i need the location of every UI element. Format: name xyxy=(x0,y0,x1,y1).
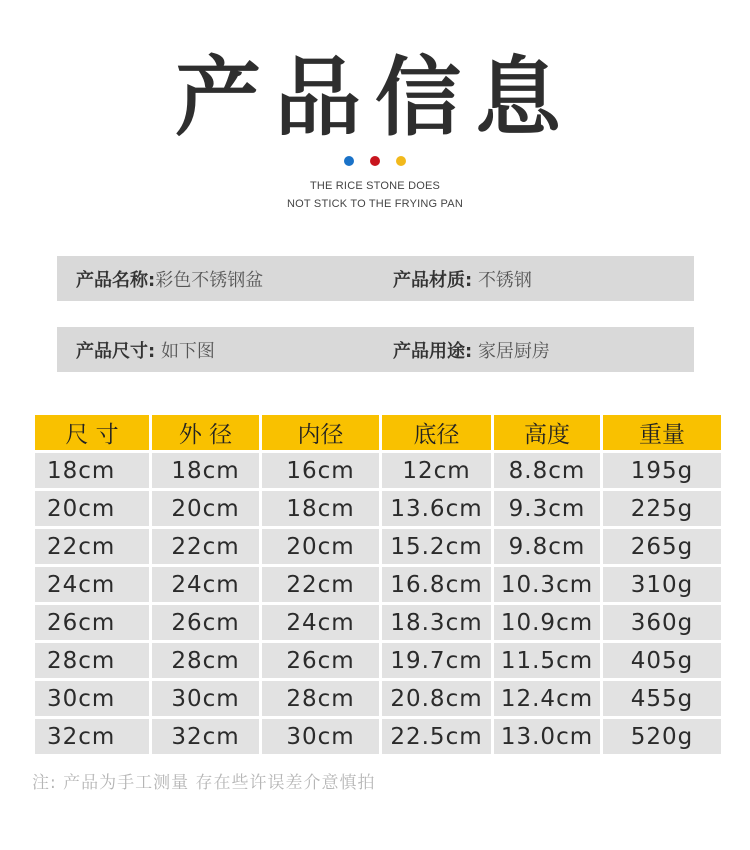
table-row xyxy=(35,643,721,678)
product-material xyxy=(393,266,532,292)
table-row xyxy=(35,491,721,526)
table-cell: 32cm xyxy=(152,719,259,754)
table-cell: 8.8cm xyxy=(494,453,600,488)
table-cell: 28cm xyxy=(35,643,149,678)
table-cell: 18cm xyxy=(35,453,149,488)
table-cell: 310g xyxy=(603,567,721,602)
table-cell: 26cm xyxy=(152,605,259,640)
table-cell: 16cm xyxy=(262,453,379,488)
table-cell: 225g xyxy=(603,491,721,526)
table-cell: 20cm xyxy=(35,491,149,526)
table-row xyxy=(35,681,721,716)
table-cell: 195g xyxy=(603,453,721,488)
table-cell: 26cm xyxy=(262,643,379,678)
product-material-value: 不锈钢 xyxy=(477,269,532,291)
table-cell: 16.8cm xyxy=(382,567,491,602)
info-bar-1 xyxy=(57,256,694,301)
table-cell: 265g xyxy=(603,529,721,564)
product-size xyxy=(76,337,215,363)
table-cell: 15.2cm xyxy=(382,529,491,564)
table-cell: 455g xyxy=(603,681,721,716)
table-cell: 26cm xyxy=(35,605,149,640)
table-cell: 32cm xyxy=(35,719,149,754)
subtitle-line-2: NOT STICK TO THE FRYING PAN xyxy=(287,198,463,210)
header-size: 尺 寸 xyxy=(35,415,149,450)
measurement-note: 注: 产品为手工测量 存在些许误差介意慎拍 xyxy=(32,773,376,793)
table-cell: 24cm xyxy=(35,567,149,602)
table-row xyxy=(35,529,721,564)
header-inner-diameter: 内径 xyxy=(262,415,379,450)
table-cell: 9.3cm xyxy=(494,491,600,526)
product-name-value: 彩色不锈钢盆 xyxy=(155,269,264,291)
table-cell: 20cm xyxy=(152,491,259,526)
table-cell: 19.7cm xyxy=(382,643,491,678)
table-cell: 9.8cm xyxy=(494,529,600,564)
header-weight: 重量 xyxy=(603,415,721,450)
header-bottom-diameter: 底径 xyxy=(382,415,491,450)
product-size-value: 如下图 xyxy=(160,340,215,362)
table-cell: 24cm xyxy=(152,567,259,602)
product-name-label: 产品名称: xyxy=(76,269,156,291)
spec-table xyxy=(32,412,724,757)
table-cell: 10.9cm xyxy=(494,605,600,640)
table-cell: 28cm xyxy=(152,643,259,678)
product-usage xyxy=(393,337,550,363)
table-cell: 22cm xyxy=(35,529,149,564)
table-cell: 18cm xyxy=(152,453,259,488)
table-cell: 30cm xyxy=(262,719,379,754)
table-cell: 13.6cm xyxy=(382,491,491,526)
table-cell: 10.3cm xyxy=(494,567,600,602)
table-cell: 28cm xyxy=(262,681,379,716)
subtitle-line-1: THE RICE STONE DOES xyxy=(309,180,441,192)
product-size-label: 产品尺寸: xyxy=(76,340,156,362)
table-cell: 22cm xyxy=(152,529,259,564)
table-cell: 405g xyxy=(603,643,721,678)
table-row xyxy=(35,719,721,754)
header-height: 高度 xyxy=(494,415,600,450)
info-bar-2 xyxy=(57,327,694,372)
product-material-label: 产品材质: xyxy=(393,269,473,291)
table-cell: 360g xyxy=(603,605,721,640)
table-row xyxy=(35,453,721,488)
table-cell: 24cm xyxy=(262,605,379,640)
product-name xyxy=(76,266,263,292)
table-cell: 18.3cm xyxy=(382,605,491,640)
blue-dot xyxy=(344,156,354,166)
table-cell: 13.0cm xyxy=(494,719,600,754)
header-outer-diameter: 外 径 xyxy=(152,415,259,450)
table-cell: 520g xyxy=(603,719,721,754)
table-cell: 12cm xyxy=(382,453,491,488)
table-row xyxy=(35,567,721,602)
yellow-dot xyxy=(396,156,406,166)
table-row xyxy=(35,605,721,640)
product-usage-value: 家居厨房 xyxy=(477,340,550,362)
red-dot xyxy=(370,156,380,166)
decorative-dots xyxy=(0,156,750,166)
table-cell: 22cm xyxy=(262,567,379,602)
table-cell: 11.5cm xyxy=(494,643,600,678)
page-title: 产品信息 xyxy=(175,48,575,148)
product-usage-label: 产品用途: xyxy=(393,340,473,362)
table-cell: 20.8cm xyxy=(382,681,491,716)
table-cell: 20cm xyxy=(262,529,379,564)
table-cell: 30cm xyxy=(35,681,149,716)
table-cell: 12.4cm xyxy=(494,681,600,716)
table-cell: 22.5cm xyxy=(382,719,491,754)
table-cell: 18cm xyxy=(262,491,379,526)
table-header-row xyxy=(35,415,721,450)
table-cell: 30cm xyxy=(152,681,259,716)
